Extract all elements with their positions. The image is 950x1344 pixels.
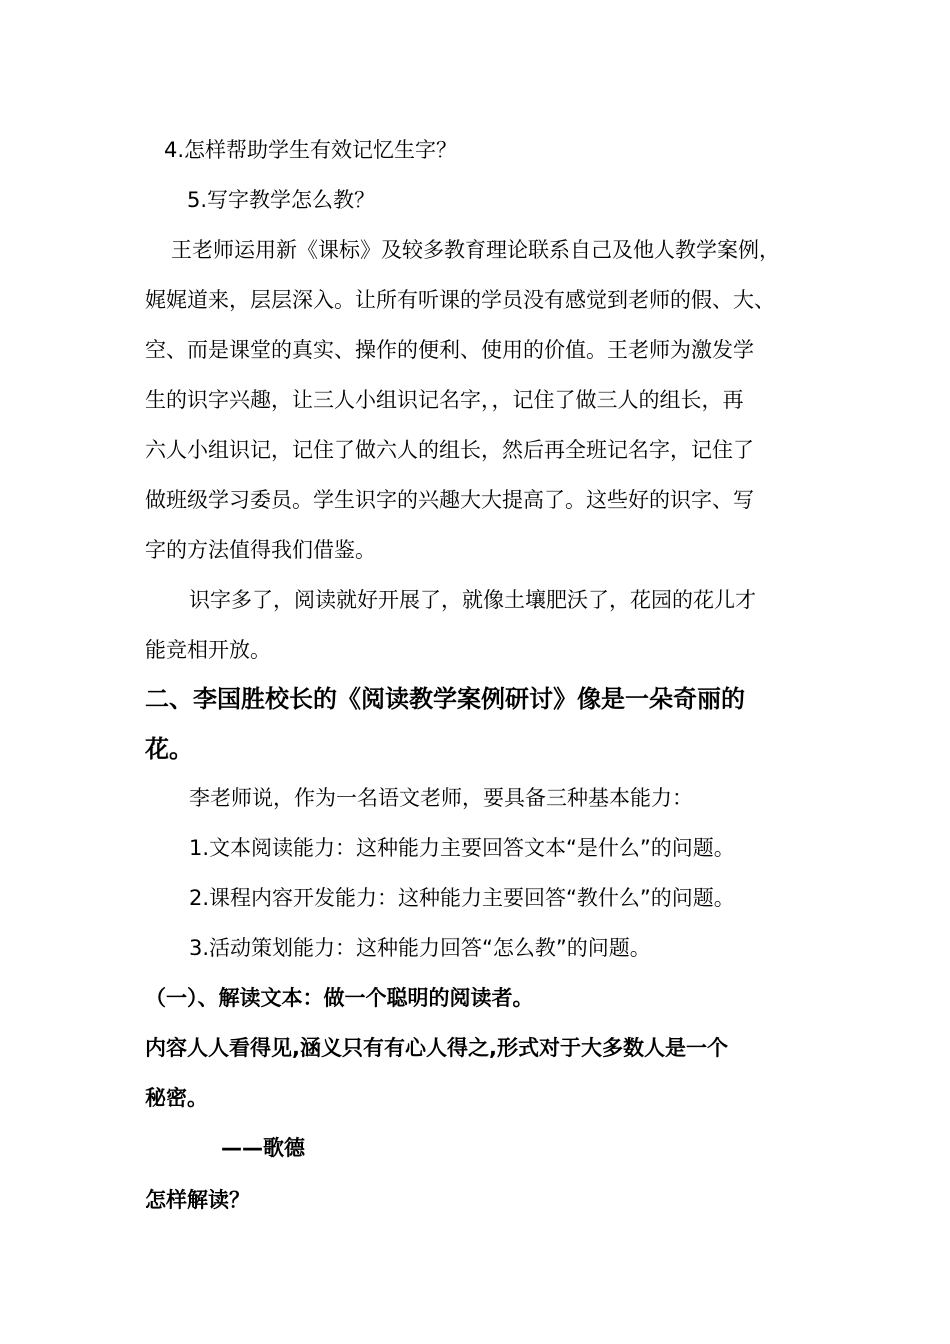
question-heading: 怎样解读？ <box>145 1188 250 1212</box>
paragraph1-line-5: 六人小组识记，记住了做六人的组长，然后再全班记名字，记住了 <box>145 438 754 462</box>
section2-heading-line-2: 花。 <box>145 735 193 763</box>
paragraph1-line-6: 做班级学习委员。学生识字的兴趣大大提高了。这些好的识字、写 <box>145 488 754 512</box>
paragraph1-line-3: 空、而是课堂的真实、操作的便利、使用的价值。王老师为激发学 <box>145 338 754 362</box>
paragraph1-line-1: 王老师运用新《课标》及较多教育理论联系自己及他人教学案例， <box>171 238 780 262</box>
abilities-intro: 李老师说，作为一名语文老师，要具备三种基本能力： <box>189 786 693 810</box>
paragraph2-line-2: 能竞相开放。 <box>145 638 271 662</box>
section2-heading-line-1: 二、李国胜校长的《阅读教学案例研讨》像是一朵奇丽的 <box>145 685 745 713</box>
paragraph1-line-7: 字的方法值得我们借鉴。 <box>145 538 376 562</box>
paragraph1-line-2: 娓娓道来，层层深入。让所有听课的学员没有感觉到老师的假、大、 <box>145 288 775 312</box>
question-4: 4.怎样帮助学生有效记忆生字？ <box>164 138 458 162</box>
quote-author: ——歌德 <box>221 1136 305 1160</box>
ability-1: 1.文本阅读能力：这种能力主要回答文本“是什么”的问题。 <box>189 836 735 860</box>
paragraph1-line-4: 生的识字兴趣，让三人小组识记名字，，记住了做三人的组长，再 <box>145 388 744 412</box>
subsection1-heading: （一）、解读文本：做一个聪明的阅读者。 <box>145 986 534 1010</box>
paragraph2-line-1: 识字多了，阅读就好开展了，就像土壤肥沃了，花园的花儿才 <box>189 588 756 612</box>
ability-3: 3.活动策划能力：这种能力回答“怎么教”的问题。 <box>189 936 651 960</box>
question-5: 5.写字教学怎么教？ <box>187 188 376 212</box>
quote-line-1: 内容人人看得见,涵义只有有心人得之,形式对于大多数人是一个 <box>145 1036 728 1060</box>
ability-2: 2.课程内容开发能力：这种能力主要回答“教什么”的问题。 <box>189 886 735 910</box>
quote-line-2: 秘密。 <box>145 1086 208 1110</box>
